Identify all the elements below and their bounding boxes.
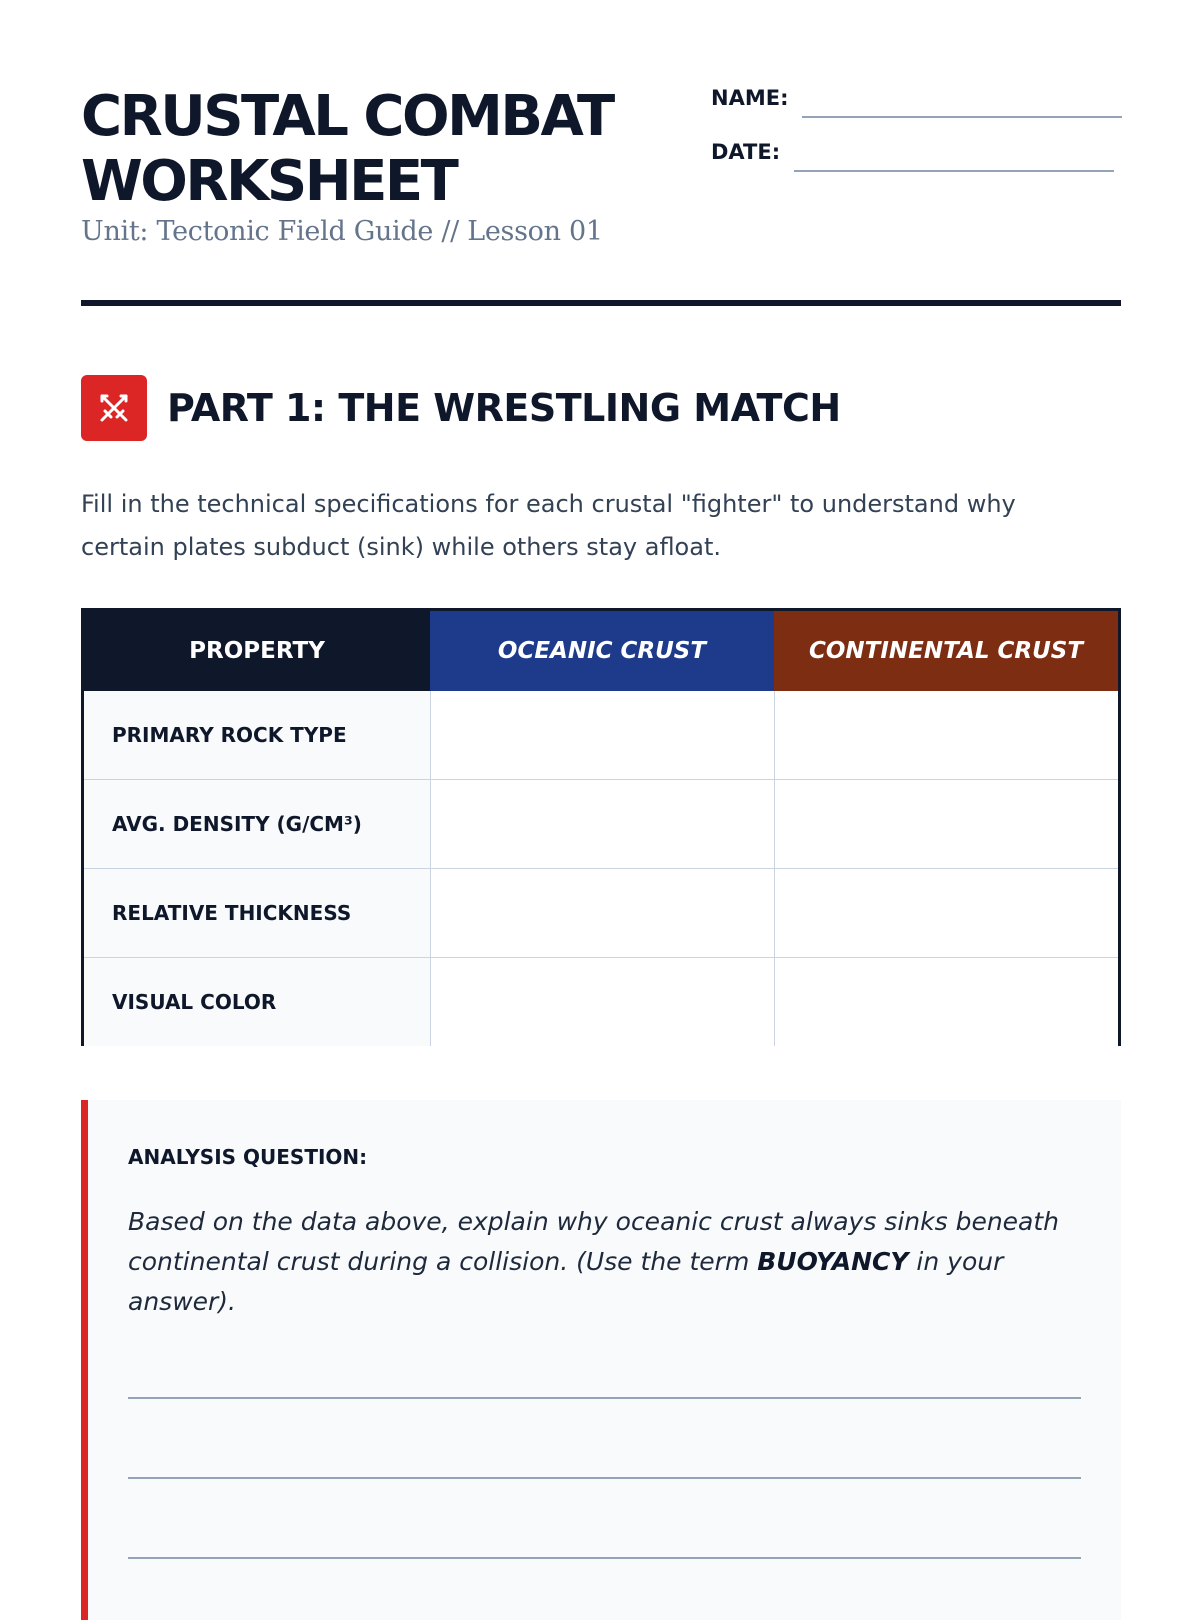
worksheet-header xyxy=(81,80,1121,306)
oceanic-density-cell[interactable] xyxy=(430,780,774,869)
header-oceanic-crust: OCEANIC CRUST xyxy=(430,611,774,691)
date-label: DATE: xyxy=(711,140,781,164)
analysis-question xyxy=(128,1202,1078,1322)
answer-line[interactable] xyxy=(128,1397,1081,1399)
table-row xyxy=(84,869,1118,958)
continental-color-cell[interactable] xyxy=(774,958,1118,1047)
continental-density-cell[interactable] xyxy=(774,780,1118,869)
date-input-line[interactable] xyxy=(794,170,1114,172)
section-intro: Fill in the technical specifications for each crustal "fighter" to understand why certain plates subduct (sink) while others stay afloat. xyxy=(81,490,1016,561)
analysis-emphasis: BUOYANCY xyxy=(757,1247,909,1276)
table-row xyxy=(84,780,1118,869)
header-divider xyxy=(81,300,1121,306)
page-title: CRUSTAL COMBAT WORKSHEET xyxy=(81,84,613,214)
header-property: PROPERTY xyxy=(84,611,430,691)
row-label-density: AVG. DENSITY (G/CM³) xyxy=(84,780,430,869)
crust-comparison-table xyxy=(81,608,1121,1046)
answer-line[interactable] xyxy=(128,1557,1081,1559)
page-subtitle: Unit: Tectonic Field Guide // Lesson 01 xyxy=(81,216,603,247)
answer-line[interactable] xyxy=(128,1477,1081,1479)
section-title: PART 1: THE WRESTLING MATCH xyxy=(167,385,841,430)
row-label-thickness: RELATIVE THICKNESS xyxy=(84,869,430,958)
analysis-box xyxy=(81,1100,1121,1620)
row-label-rock-type: PRIMARY ROCK TYPE xyxy=(84,691,430,780)
crossed-swords-glyph xyxy=(94,388,134,428)
oceanic-color-cell[interactable] xyxy=(430,958,774,1047)
oceanic-rock-type-cell[interactable] xyxy=(430,691,774,780)
worksheet-page xyxy=(81,0,1121,1600)
analysis-text-before: Based on the data above, explain why oceanic crust always sinks beneath continental crust during a collision. (Use the term xyxy=(128,1207,1060,1276)
table-row xyxy=(84,958,1118,1047)
name-field[interactable] xyxy=(711,80,1122,120)
table-row xyxy=(84,691,1118,780)
analysis-label: ANALYSIS QUESTION: xyxy=(128,1145,368,1169)
oceanic-thickness-cell[interactable] xyxy=(430,869,774,958)
table-header-row xyxy=(84,611,1118,691)
section-heading xyxy=(81,374,841,441)
date-field[interactable] xyxy=(711,134,1114,174)
crossed-swords-icon xyxy=(81,375,147,441)
continental-rock-type-cell[interactable] xyxy=(774,691,1118,780)
continental-thickness-cell[interactable] xyxy=(774,869,1118,958)
name-label: NAME: xyxy=(711,86,789,110)
header-continental-crust: CONTINENTAL CRUST xyxy=(774,611,1118,691)
name-input-line[interactable] xyxy=(802,116,1122,118)
analysis-text-after: in your answer). xyxy=(128,1247,1004,1316)
row-label-color: VISUAL COLOR xyxy=(84,958,430,1047)
